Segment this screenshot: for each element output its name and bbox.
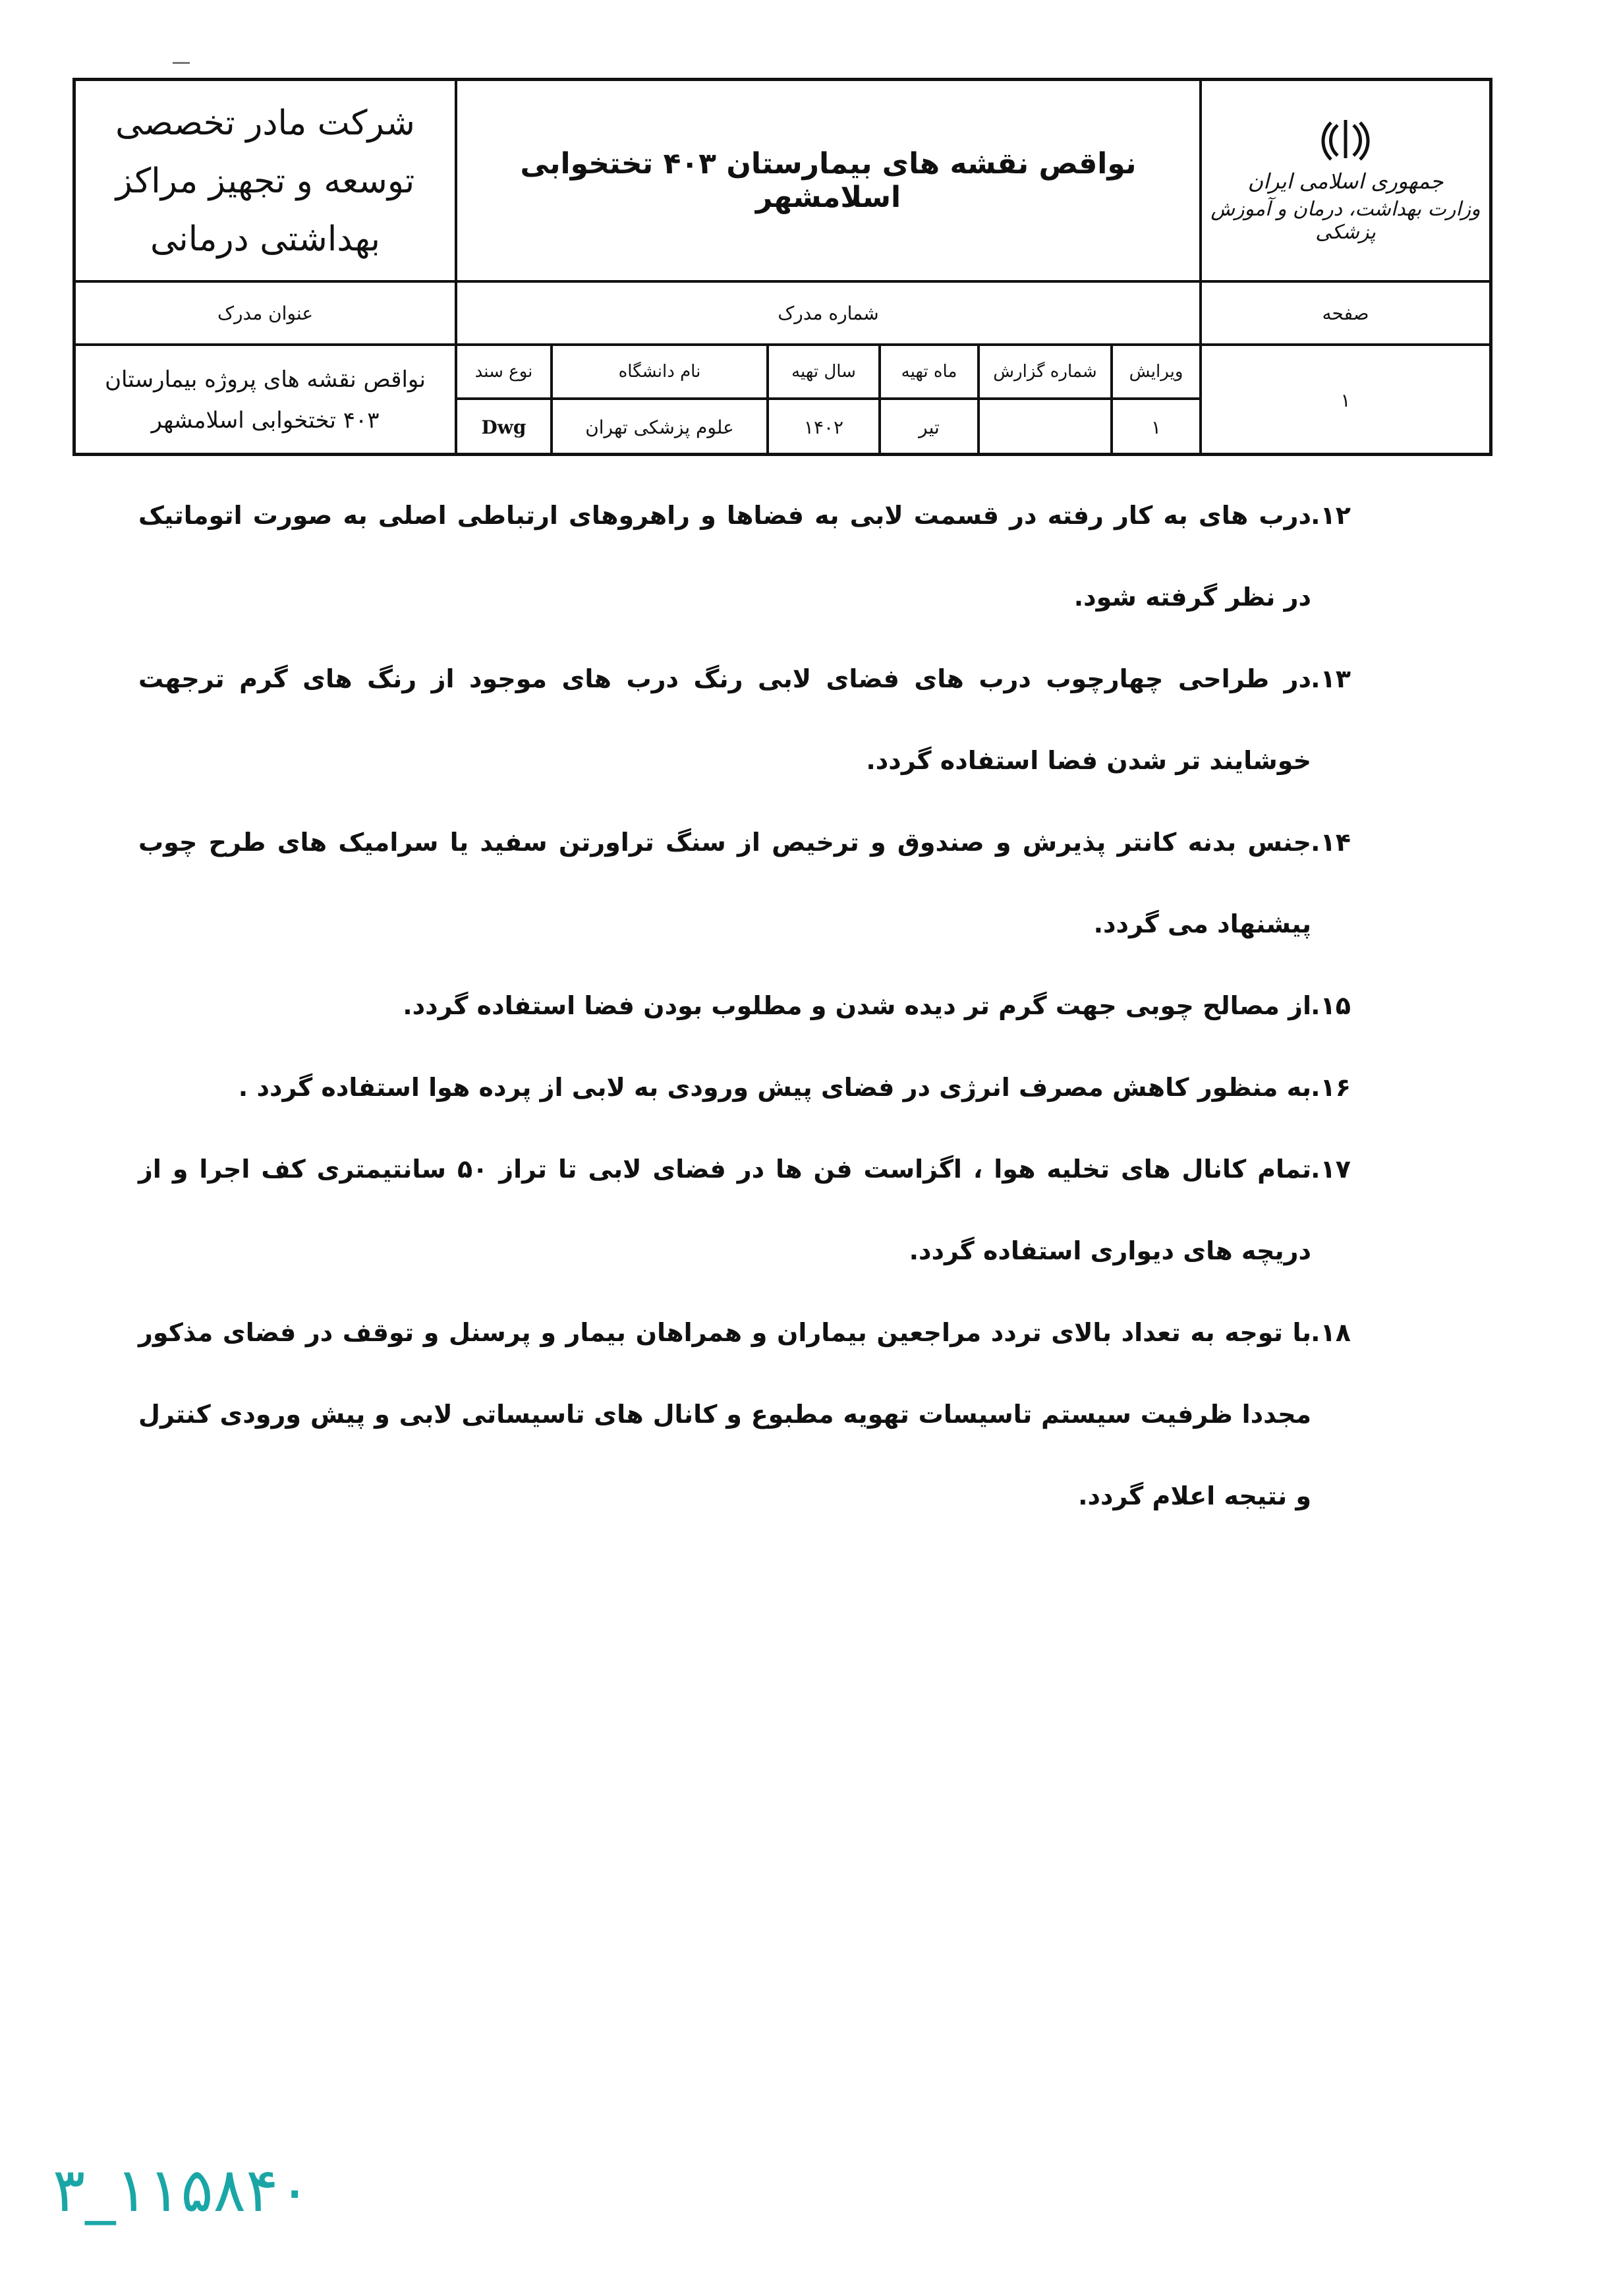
doc-title-value: نواقص نقشه های پروژه بیمارستان ۴۰۳ تختخوابی اسلامشهر [105,366,426,434]
col-doc-type: نوع سند [474,362,533,382]
value-prep-month: تیر [919,416,940,438]
list-item [138,965,1351,1047]
item-number: ۱۳. [1311,664,1351,693]
col-prep-year: سال تهیه [791,362,856,382]
list-item [138,1128,1351,1292]
list-item [138,474,1351,638]
item-text: از مصالح چوبی جهت گرم تر دیده شدن و مطلوب بودن فضا استفاده گردد. [403,991,1311,1020]
item-text: تمام کانال های تخلیه هوا ، اگزاست فن ها در فضای لابی تا تراز ۵۰ سانتیمتری کف اجرا و از دریچه های دیواری استفاده گردد. [138,1155,1312,1265]
item-number: ۱۶. [1311,1073,1351,1102]
item-text: جنس بدنه کانتر پذیرش و صندوق و ترخیص از سنگ تراورتن سفید یا سرامیک های طرح چوب پیشنهاد می گردد. [138,828,1311,938]
value-doc-type: Dwg [481,416,526,438]
list-item [138,1047,1351,1128]
value-page: ۱ [1340,389,1351,411]
scan-mark [173,62,190,69]
handwritten-number: ۱۱۵۸۴۰_۳ [53,2155,311,2225]
list-item [138,801,1351,965]
col-report-number: شماره گزارش [993,362,1097,382]
ministry-line: وزارت بهداشت، درمان و آموزش پزشکی [1210,198,1481,244]
col-university: نام دانشگاه [618,362,701,382]
value-report-number [980,400,1110,454]
ministry-logo [1202,81,1489,280]
company-line: شرکت مادر تخصصی [115,103,415,143]
item-number: ۱۷. [1311,1155,1351,1184]
label-doc-title: عنوان مدرک [217,302,314,324]
label-page: صفحه [1322,302,1369,324]
item-number: ۱۵. [1311,991,1351,1020]
item-text: درب های به کار رفته در قسمت لابی به فضاها و راهروهای ارتباطی اصلی به صورت اتوماتیک در نظر گرفته شود. [138,501,1311,612]
item-text: به منظور کاهش مصرف انرژی در فضای پیش ورودی به لابی از پرده هوا استفاده گردد . [238,1073,1311,1102]
item-text: با توجه به تعداد بالای تردد مراجعین بیماران و همراهان بیمار و پرسنل و توقف در فضای مذکور مجددا ظرفیت سیستم تاسیسات تهویه مطبوع و کانال های تاسیساتی لابی و پیش ورودی کنترل و نتیجه اعلام گردد. [138,1318,1311,1510]
notes-list [138,474,1351,1537]
col-revision: ویرایش [1129,362,1183,382]
company-line: بهداشتی درمانی [150,219,381,259]
label-doc-number: شماره مدرک [778,302,879,324]
company-name [76,81,455,280]
list-item [138,638,1351,801]
value-revision: ۱ [1150,416,1162,438]
item-number: ۱۴. [1311,828,1351,857]
list-item [138,1292,1351,1537]
value-university: علوم پزشکی تهران [585,416,734,438]
item-number: ۱۲. [1311,501,1351,530]
company-line: توسعه و تجهیز مراکز [115,161,415,201]
document-title: نواقص نقشه های بیمارستان ۴۰۳ تختخوابی اسلامشهر [520,147,1137,214]
emblem-icon [1319,117,1372,163]
ministry-line: جمهوری اسلامی ایران [1247,169,1444,194]
item-text: در طراحی چهارچوب درب های فضای لابی رنگ درب های موجود از رنگ های گرم ترجهت خوشایند تر شدن فضا استفاده گردد. [138,664,1311,775]
col-prep-month: ماه تهیه [901,362,957,382]
item-number: ۱۸. [1311,1318,1351,1347]
document-header-table [72,78,1492,456]
value-prep-year: ۱۴۰۲ [803,416,844,438]
